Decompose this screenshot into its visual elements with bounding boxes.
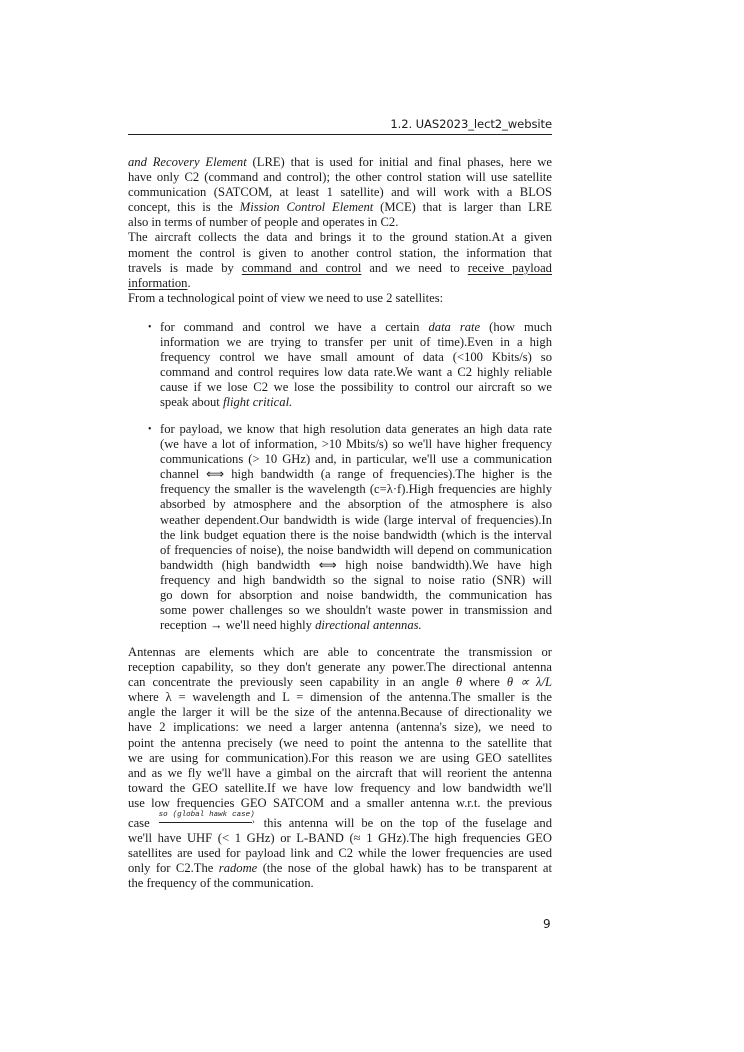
text-line bbox=[128, 831, 552, 846]
arrow-label: so (global hawk case) bbox=[158, 811, 255, 820]
bullet-marker: • bbox=[148, 424, 152, 435]
text-run: (we have a lot of information, >10 Mbits/s) so we'll have higher frequency bbox=[160, 437, 552, 452]
text-line bbox=[160, 497, 552, 512]
bullet-marker: • bbox=[148, 322, 152, 333]
text-line bbox=[128, 846, 552, 861]
text-run: case bbox=[128, 816, 150, 831]
text-run: information we are trying to transfer per unit of time).Even in a high bbox=[160, 335, 552, 350]
text-run: (MCE) that is larger than LRE bbox=[373, 200, 552, 215]
text-line bbox=[128, 261, 552, 276]
bullet-item-payload bbox=[148, 422, 552, 633]
text-line bbox=[128, 200, 552, 215]
text-run: angle the larger it will be the size of the antenna.Because of directionality we bbox=[128, 705, 552, 720]
text-line bbox=[128, 861, 552, 876]
text-run: travels is made by bbox=[128, 260, 242, 275]
text-line bbox=[128, 155, 552, 170]
emphasis-text: and Recovery Element bbox=[128, 155, 247, 169]
text-run: the frequency of the communication. bbox=[128, 876, 314, 891]
text-line bbox=[160, 335, 552, 350]
emphasis-text: radome bbox=[218, 861, 258, 876]
text-run: Antennas are elements which are able to concentrate the transmission or bbox=[128, 645, 552, 659]
text-run: reception capability, so they don't generate any power.The directional antenna bbox=[128, 660, 552, 675]
text-line bbox=[128, 645, 552, 660]
text-run: where λ = wavelength and L = dimension of the antenna.The smaller is the bbox=[128, 690, 552, 705]
page-number: 9 bbox=[543, 917, 551, 931]
text-line bbox=[128, 705, 552, 720]
text-run: absorbed by atmosphere and the absorption of the atmosphere is also bbox=[160, 497, 552, 512]
text-run: communications (> 10 GHz) and, in particular, we'll use a communication bbox=[160, 452, 552, 467]
text-run: weather dependent.Our bandwidth is wide (large interval of frequencies).In bbox=[160, 512, 552, 527]
text-run: concept, this is the bbox=[128, 200, 240, 215]
text-run: this antenna will be on the top of the fuselage and bbox=[263, 816, 552, 831]
emphasis-text: Mission Control Element bbox=[239, 200, 374, 215]
text-run: frequency control we have small amount of data (<100 Kbits/s) so bbox=[160, 350, 552, 365]
math-text: θ ∝ λ/L bbox=[506, 675, 553, 690]
paragraph-intro bbox=[128, 155, 552, 306]
text-run: point the antenna precisely (we need to point the antenna to the satellite that bbox=[128, 735, 552, 750]
underlined-text: command and control bbox=[241, 260, 362, 275]
text-run: go down for absorption and noise bandwidth, the communication has bbox=[160, 588, 552, 603]
text-run: of frequencies of noise), the noise bandwidth will depend on communication bbox=[160, 542, 552, 557]
bullet-item-command-control bbox=[148, 320, 552, 411]
text-line bbox=[160, 395, 552, 410]
text-run: and we need to bbox=[361, 260, 468, 275]
math-text: θ bbox=[455, 675, 463, 690]
text-line bbox=[128, 170, 552, 185]
text-line bbox=[160, 422, 552, 437]
text-line bbox=[128, 690, 552, 705]
text-run: moment the control is given to another control station, the information that bbox=[128, 245, 552, 260]
text-run: speak about bbox=[160, 395, 223, 410]
text-line bbox=[128, 185, 552, 200]
text-line bbox=[160, 618, 552, 633]
text-line bbox=[160, 513, 552, 528]
text-run: reception → we'll need highly bbox=[160, 618, 316, 633]
text-run: we'll have UHF (< 1 GHz) or L-BAND (≈ 1 GHz).The high frequencies GEO bbox=[128, 831, 552, 846]
text-line bbox=[160, 482, 552, 497]
text-line bbox=[160, 588, 552, 603]
text-run: From a technological point of view we need to use 2 satellites: bbox=[128, 290, 444, 305]
text-line bbox=[128, 215, 552, 230]
text-run: frequency and high bandwidth so the signal to noise ratio (SNR) will bbox=[160, 572, 552, 587]
text-run: can concentrate the previously seen capability in an angle bbox=[128, 675, 456, 690]
text-line bbox=[160, 437, 552, 452]
header-rule bbox=[128, 134, 552, 135]
text-line bbox=[128, 276, 552, 291]
text-line bbox=[128, 751, 552, 766]
text-line bbox=[128, 736, 552, 751]
text-run: (LRE) that is used for initial and final phases, here we bbox=[246, 155, 552, 169]
text-run: some power challenges so we shouldn't waste power in transmission and bbox=[160, 603, 552, 618]
text-line bbox=[128, 781, 552, 796]
text-line bbox=[128, 876, 552, 891]
text-run: we are using for communication).For this reason we are using GEO satellites bbox=[128, 750, 552, 765]
paragraph-antennas bbox=[128, 645, 552, 892]
text-line bbox=[128, 230, 552, 245]
emphasis-text: flight critical. bbox=[222, 395, 293, 410]
emphasis-text: directional antennas. bbox=[315, 618, 422, 633]
text-line bbox=[128, 766, 552, 781]
text-line bbox=[160, 603, 552, 618]
text-line bbox=[160, 573, 552, 588]
emphasis-text: data rate bbox=[428, 320, 481, 334]
text-run: have only C2 (command and control); the other control station will use satellite bbox=[128, 170, 552, 185]
text-run: . bbox=[187, 275, 191, 290]
text-line bbox=[160, 320, 552, 335]
text-line bbox=[160, 528, 552, 543]
text-line bbox=[128, 291, 552, 306]
text-line bbox=[160, 543, 552, 558]
text-line bbox=[160, 350, 552, 365]
text-run: (the nose of the global hawk) has to be transparent at bbox=[257, 861, 552, 876]
underlined-text: receive payload bbox=[467, 260, 552, 275]
text-run: frequency the smaller is the wavelength (c=λ·f).High frequencies are highly bbox=[160, 482, 552, 497]
text-line bbox=[160, 380, 552, 395]
text-run: satellites are used for payload link and C2 while the lower frequencies are used bbox=[128, 846, 552, 861]
text-line bbox=[128, 660, 552, 675]
text-run: only for C2.The bbox=[128, 861, 219, 876]
text-line bbox=[160, 467, 552, 482]
text-line bbox=[128, 720, 552, 735]
text-run: for payload, we know that high resolution data generates an high data rate bbox=[160, 422, 552, 436]
text-run: communication (SATCOM, at least 1 satellite) and will work with a BLOS bbox=[128, 185, 552, 200]
labeled-arrow: so (global hawk case) › bbox=[159, 817, 255, 827]
text-run: for command and control we have a certain bbox=[160, 320, 429, 334]
text-line bbox=[128, 246, 552, 261]
text-run: channel ⟺ high bandwidth (a range of frequencies).The higher is the bbox=[160, 467, 552, 482]
text-run: (how much bbox=[480, 320, 552, 334]
text-run: use low frequencies GEO SATCOM and a smaller antenna w.r.t. the previous bbox=[128, 795, 552, 810]
text-line bbox=[128, 811, 552, 831]
underlined-text: information bbox=[128, 275, 188, 290]
text-line bbox=[128, 675, 552, 690]
text-run: the link budget equation there is the noise bandwidth (which is the interval bbox=[160, 527, 552, 542]
text-run: The aircraft collects the data and brings it to the ground station.At a given bbox=[128, 230, 552, 245]
running-header: 1.2. UAS2023_lect2_website bbox=[390, 117, 552, 131]
text-line bbox=[160, 365, 552, 380]
text-run: cause if we lose C2 we lose the possibility to control our aircraft so we bbox=[160, 380, 552, 395]
text-run: have 2 implications: we need a larger antenna (antenna's size), we need to bbox=[128, 720, 552, 735]
text-run: where bbox=[462, 675, 507, 690]
text-run: toward the GEO satellite.If we have low frequency and low bandwidth we'll bbox=[128, 780, 552, 795]
text-line bbox=[160, 558, 552, 573]
text-line bbox=[160, 452, 552, 467]
text-run: bandwidth (high bandwidth ⟺ high noise bandwidth).We have high bbox=[160, 557, 552, 572]
text-run: also in terms of number of people and operates in C2. bbox=[128, 215, 399, 230]
text-run: command and control requires low data rate.We want a C2 highly reliable bbox=[160, 365, 552, 380]
text-run: and as we fly we'll have a gimbal on the aircraft that will reorient the antenna bbox=[128, 765, 552, 780]
